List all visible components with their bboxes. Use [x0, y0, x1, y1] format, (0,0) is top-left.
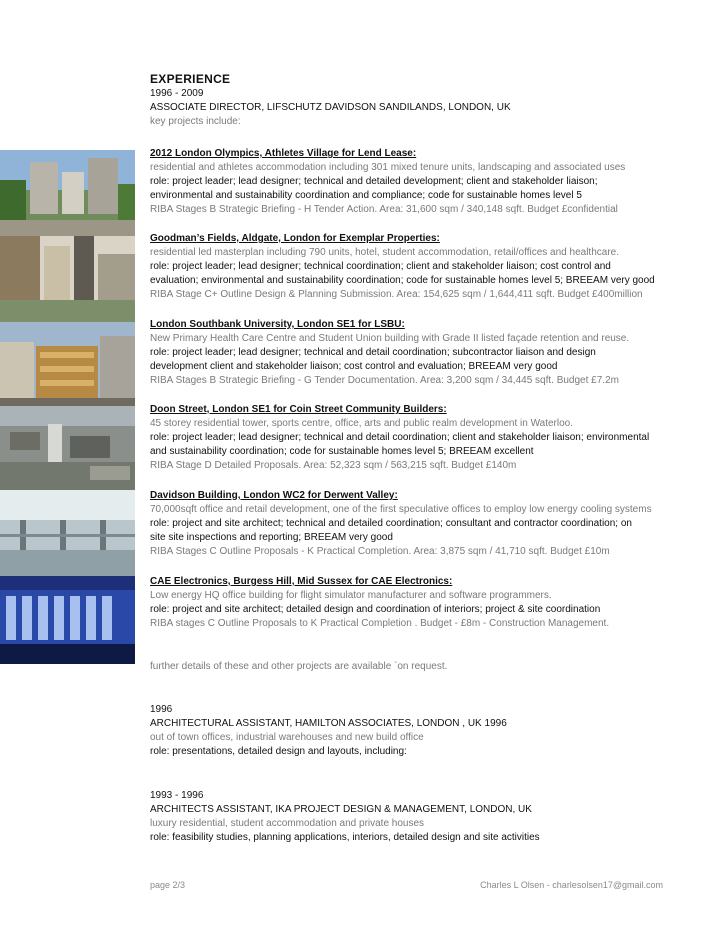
project-title: Goodman’s Fields, Aldgate, London for Exemplar Properties: — [150, 233, 440, 244]
project-doon-street — [150, 403, 680, 473]
project-title: CAE Electronics, Burgess Hill, Mid Sussex for CAE Electronics: — [150, 576, 453, 587]
job-ika-project-design — [150, 789, 680, 845]
project-role: role: project leader; lead designer; technical and detail coordination; subcontractor liaison and design — [150, 347, 596, 358]
job-detail: role: feasibility studies, planning applications, interiors, detailed design and site activities — [150, 832, 540, 843]
project-stats: RIBA Stages B Strategic Briefing - G Tender Documentation. Area: 3,200 sqm / 34,445 sqft. Budget £7.2m — [150, 375, 619, 386]
project-title: Doon Street, London SE1 for Coin Street Community Builders: — [150, 404, 447, 415]
project-role: development client and stakeholder liaison; cost control and evaluation; BREEAM very good — [150, 361, 558, 372]
project-role: role: project and site architect; technical and detailed coordination; consultant and contractor coordination; on — [150, 518, 632, 529]
job-role: ARCHITECTURAL ASSISTANT, HAMILTON ASSOCIATES, LONDON , UK 1996 — [150, 718, 507, 729]
job-years: 1996 — [150, 704, 173, 715]
photo-athletes-village — [0, 150, 135, 236]
project-stats: RIBA Stage C+ Outline Design & Planning Submission. Area: 154,625 sqm / 1,644,411 sqft. Budget £400million — [150, 289, 643, 300]
job-role: ARCHITECTS ASSISTANT, IKA PROJECT DESIGN & MANAGEMENT, LONDON, UK — [150, 804, 532, 815]
project-athletes-village — [150, 147, 680, 217]
photo-southbank-university — [0, 322, 135, 406]
project-title: London Southbank University, London SE1 for LSBU: — [150, 319, 405, 330]
photo-cae-electronics — [0, 576, 135, 664]
job-description: out of town offices, industrial warehouses and new build office — [150, 732, 424, 743]
project-role: evaluation; environmental and sustainability coordination; code for sustainable homes level 5; BREEAM very good — [150, 275, 655, 286]
project-role: environmental and sustainability coordination and compliance; code for sustainable homes level 5 — [150, 190, 582, 201]
photo-doon-street — [0, 406, 135, 490]
project-description: New Primary Health Care Centre and Student Union building with Grade II listed façade retention and reuse. — [150, 333, 630, 344]
further-details-note: further details of these and other projects are available `on request. — [150, 661, 448, 672]
photo-goodmans-fields — [0, 236, 135, 322]
job-detail: role: presentations, detailed design and layouts, including: — [150, 746, 407, 757]
photo-davidson-building — [0, 490, 135, 576]
project-title: 2012 London Olympics, Athletes Village for Lend Lease: — [150, 148, 417, 159]
project-davidson-building — [150, 489, 680, 559]
section-title: EXPERIENCE — [150, 72, 231, 86]
experience-role: ASSOCIATE DIRECTOR, LIFSCHUTZ DAVIDSON SANDILANDS, LONDON, UK — [150, 102, 511, 113]
project-role: site site inspections and reporting; BREEAM very good — [150, 532, 393, 543]
project-description: 45 storey residential tower, sports centre, office, arts and public realm development in Waterloo. — [150, 418, 573, 429]
project-stats: RIBA stages C Outline Proposals to K Practical Completion . Budget - £8m - Construction Management. — [150, 618, 610, 629]
project-stats: RIBA Stage D Detailed Proposals. Area: 52,323 sqm / 563,215 sqft. Budget £140m — [150, 460, 517, 471]
project-role: role: project leader; lead designer; technical and detailed development; client and stakeholder liaison; — [150, 176, 598, 187]
experience-years: 1996 - 2009 — [150, 88, 204, 99]
experience-intro: key projects include: — [150, 116, 241, 127]
project-role: role: project and site architect; detailed design and coordination of interiors; project & site coordination — [150, 604, 601, 615]
page-number: page 2/3 — [150, 880, 186, 890]
project-role: and sustainability coordination; code for sustainable homes level 5; BREEAM excellent — [150, 446, 534, 457]
project-description: 70,000sqft office and retail development, one of the first speculative offices to employ low energy cooling systems — [150, 504, 652, 515]
project-title: Davidson Building, London WC2 for Derwent Valley: — [150, 490, 398, 501]
project-goodmans-fields — [150, 232, 680, 302]
project-role: role: project leader; lead designer; technical and detail coordination; client and stakeholder liaison; environmental — [150, 432, 650, 443]
project-role: role: project leader; lead designer; technical coordination; client and stakeholder liaison; cost control and — [150, 261, 611, 272]
project-southbank-university — [150, 318, 680, 388]
job-years: 1993 - 1996 — [150, 790, 204, 801]
project-description: residential and athletes accommodation including 301 mixed tenure units, landscaping and associated uses — [150, 162, 626, 173]
job-hamilton-associates — [150, 703, 680, 759]
footer-contact: Charles L Olsen - charlesolsen17@gmail.com — [480, 880, 663, 890]
project-stats: RIBA Stages C Outline Proposals - K Practical Completion. Area: 3,875 sqm / 41,710 sqft. Budget £10m — [150, 546, 610, 557]
project-cae-electronics — [150, 575, 680, 631]
project-description: residential led masterplan including 790 units, hotel, student accommodation, retail/offices and healthcare. — [150, 247, 619, 258]
experience-header — [150, 72, 670, 129]
project-description: Low energy HQ office building for flight simulator manufacturer and software programmers. — [150, 590, 552, 601]
job-description: luxury residential, student accommodation and private houses — [150, 818, 425, 829]
project-stats: RIBA Stages B Strategic Briefing - H Tender Action. Area: 31,600 sqm / 340,148 sqft. Budget £confidential — [150, 204, 618, 215]
